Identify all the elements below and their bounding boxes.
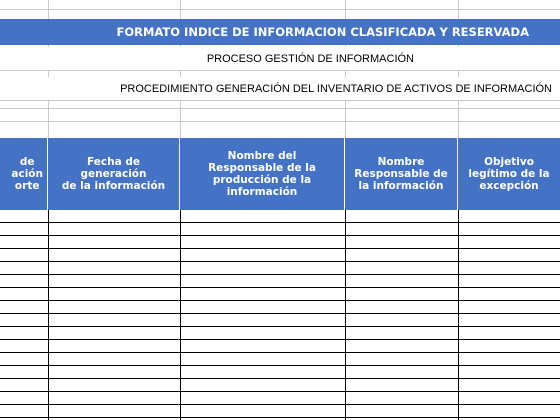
gridline	[0, 9, 560, 10]
table-row[interactable]	[0, 262, 560, 275]
table-row[interactable]	[0, 236, 560, 249]
data-grid	[0, 210, 560, 420]
table-row[interactable]	[0, 366, 560, 379]
process-label: PROCESO GESTIÓN DE INFORMACIÓN	[0, 47, 560, 71]
column-header-responsable-informacion[interactable]: Nombre Responsable de la información	[345, 138, 458, 210]
column-header-responsable-produccion[interactable]: Nombre del Responsable de la producción de la información	[180, 138, 345, 210]
table-row[interactable]	[0, 405, 560, 418]
table-row[interactable]	[0, 223, 560, 236]
column-header-objetivo-legitimo[interactable]: Objetivo legítimo de la excepción	[458, 138, 560, 210]
table-row[interactable]	[0, 314, 560, 327]
column-header-fecha-generacion[interactable]: Fecha de generación de la información	[48, 138, 180, 210]
table-row[interactable]	[0, 327, 560, 340]
gridline	[0, 108, 560, 109]
procedure-label: PROCEDIMIENTO GENERACIÓN DEL INVENTARIO DE ACTIVOS DE INFORMACIÓN	[0, 77, 560, 101]
table-row[interactable]	[0, 392, 560, 405]
column-header[interactable]: de ación orte	[0, 138, 48, 210]
table-row[interactable]	[0, 340, 560, 353]
table-row[interactable]	[0, 249, 560, 262]
table-row[interactable]	[0, 210, 560, 223]
table-row[interactable]	[0, 275, 560, 288]
table-row[interactable]	[0, 379, 560, 392]
table-header-row	[0, 138, 560, 210]
table-row[interactable]	[0, 288, 560, 301]
table-row[interactable]	[0, 353, 560, 366]
gridline	[0, 121, 560, 122]
format-title: FORMATO INDICE DE INFORMACION CLASIFICADA Y RESERVADA	[0, 19, 560, 45]
table-row[interactable]	[0, 301, 560, 314]
